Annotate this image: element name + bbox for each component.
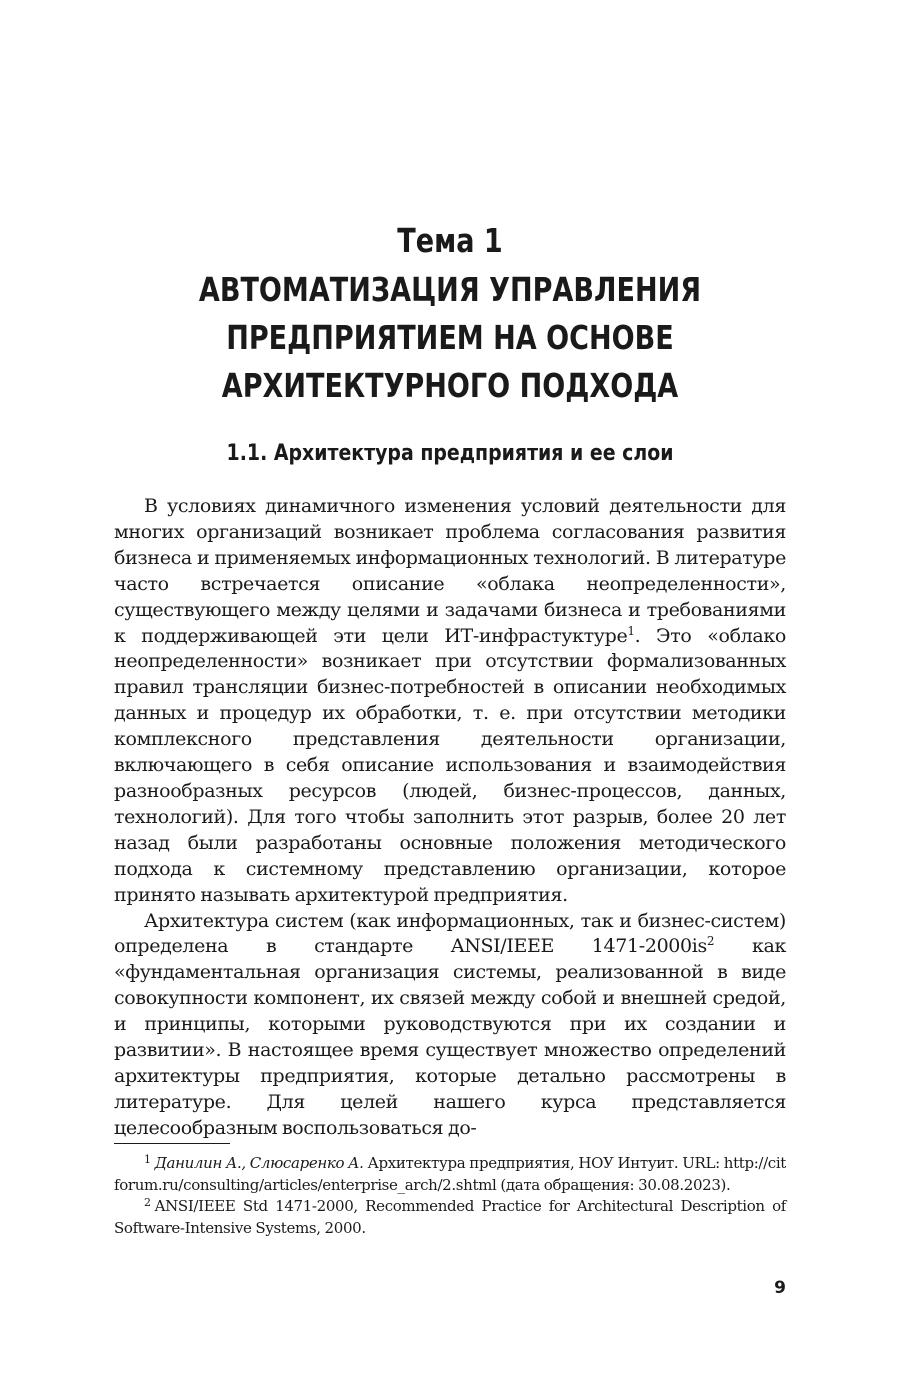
footnote-text: Архитектура предприятия, НОУ Интуит. URL: (363, 1154, 724, 1172)
paragraph-2-text-a: Архитектура систем (как информационных, так и бизнес-систем) определена в стандарте ANSI/IEEE 1471-2000is (114, 909, 786, 958)
paragraph-1 (114, 494, 786, 909)
chapter-title-line: АРХИТЕКТУРНОГО ПОДХОДА (221, 366, 679, 405)
page-number: 9 (774, 1278, 786, 1298)
footnotes (114, 1153, 786, 1239)
chapter-title-line: ПРЕДПРИЯТИЕМ НА ОСНОВЕ (226, 318, 674, 357)
footnote-text: ANSI/IEEE Std 1471-2000, Recommended Practice for Architectural Description of Software-Intensive Systems, 2000. (114, 1197, 786, 1237)
footnote-number: 1 (144, 1153, 151, 1166)
section-title: 1.1. Архитектура предприятия и ее слои (226, 441, 674, 466)
footnote-url-link[interactable]: http://citforum.ru/consulting/articles/enterprise_arch/2.shtml (114, 1154, 786, 1194)
chapter-title-line: АВТОМАТИЗАЦИЯ УПРАВЛЕНИЯ (198, 270, 702, 309)
chapter-title (174, 266, 725, 410)
footnote-tail: (дата обращения: 30.08.2023). (496, 1175, 731, 1194)
footnote-authors: Данилин А., Слюсаренко А. (154, 1154, 364, 1172)
footnote-number: 2 (144, 1196, 151, 1209)
footnote-ref-1[interactable]: 1 (627, 623, 635, 638)
footnote-2 (114, 1196, 786, 1239)
body-text (114, 494, 786, 1142)
footnote-1 (114, 1153, 786, 1196)
paragraph-1-text-a: В условиях динамичного изменения условий деятельности для многих организаций возникает проблема согласования развития бизнеса и применяемых информационных технологий. В литературе часто встречается описание «облака неопределенности», существующего между целями и задачами бизнеса и требованиями к поддерживающей эти цели ИТ-инфрастуктуре (114, 495, 786, 647)
footnote-divider (114, 1143, 230, 1144)
paragraph-1-text-b: . Это «облако неопределенности» возникает при отсутствии формализованных правил трансляции бизнес-потребностей в описании необходимых данных и процедур их обработки, т. е. при отсутствии методики комплексного представления деятельности организации, включающего в себя описание использования и взаимодействия разнообразных ресурсов (людей, бизнес-процессов, данных, технологий). Для того чтобы заполнить этот разрыв, более 20 лет назад были разработаны основные положения методического подхода к системному представлению организации, которое принято называть архитектурой предприятия. (114, 624, 786, 906)
book-page (114, 0, 786, 1382)
footnote-ref-2[interactable]: 2 (706, 934, 715, 949)
theme-label: Тема 1 (397, 221, 503, 260)
paragraph-2-text-b: как «фундаментальная организация системы, реализованной в виде совокупности компонент, их связей между собой и внешней средой, и принципы, которыми руководствуются при их создании и развитии». В настоящее время существует множество определений архитектуры предприятия, которые детально рассмотрены в литературе. Для целей нашего курса представляется целесообразным воспользоваться до- (114, 935, 787, 1139)
paragraph-2 (114, 909, 786, 1142)
